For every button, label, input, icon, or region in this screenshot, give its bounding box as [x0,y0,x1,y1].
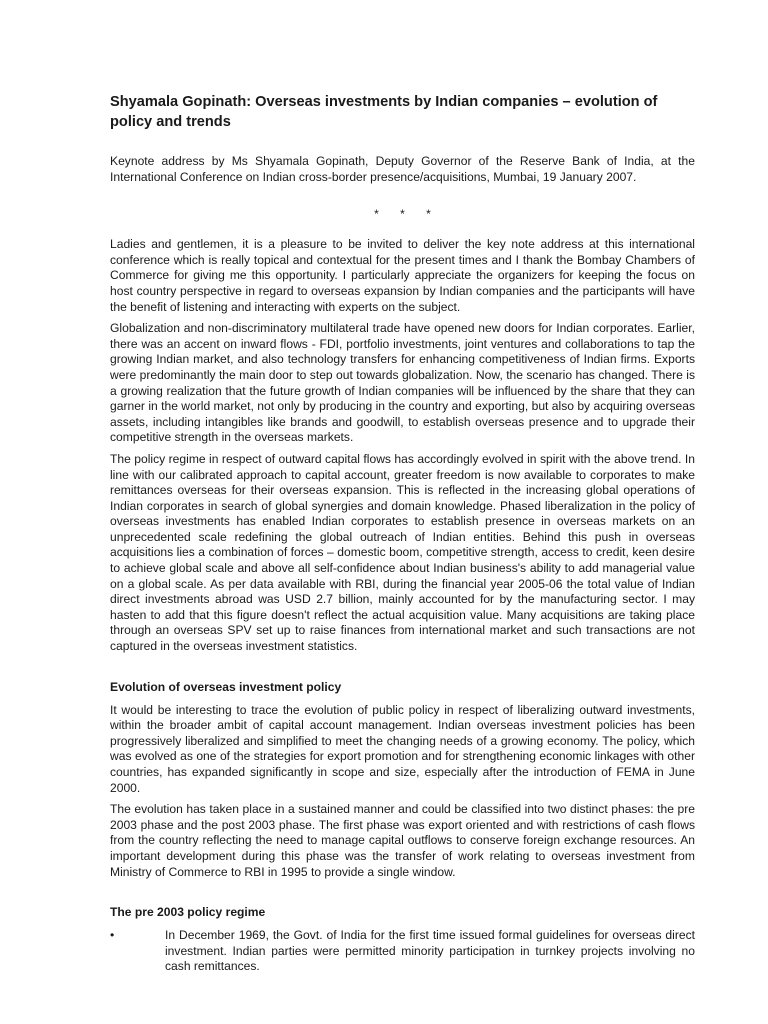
intro-paragraph-2: Globalization and non-discriminatory multilateral trade have opened new doors for Indian corporates. Earlier, there was an accent on inward flows - FDI, portfolio investments, joint ventures and collaborations to tap the growing Indian market, and also technology transfers for enhancing competitiveness of Indian firms. Exports were predominantly the main door to step out towards globalization. Now, the scenario has changed. There is a growing realization that the future growth of Indian companies will be influenced by the share that they can garner in the world market, not only by producing in the country and exporting, but also by acquiring overseas assets, including intangibles like brands and goodwill, to establish overseas presence and to upgrade their competitive strength in the overseas markets. [110,321,695,445]
document-subtitle: Keynote address by Ms Shyamala Gopinath, Deputy Governor of the Reserve Bank of India, at the International Conference on Indian cross-border presence/acquisitions, Mumbai, 19 January 2007. [110,154,695,184]
intro-paragraph-3: The policy regime in respect of outward capital flows has accordingly evolved in spirit with the above trend. In line with our calibrated approach to capital account, greater freedom is now available to corporates to make remittances overseas for their overseas expansion. This is reflected in the increasing global operations of Indian corporates in search of global synergies and domain knowledge. Phased liberalization in the policy of overseas investments has enabled Indian corporates to establish presence in overseas markets on an unprecedented scale redefining the global outreach of Indian entities. Behind this push in overseas acquisitions lies a combination of forces – domestic boom, competitive strength, access to credit, keen desire to achieve global scale and above all self-confidence about Indian business's ability to add managerial value on a global scale. As per data available with RBI, during the financial year 2005-06 the total value of Indian direct investments abroad was USD 2.7 billion, mainly accounted for by the manufacturing sector. I may hasten to add that this figure doesn't reflect the actual acquisition value. Many acquisitions are taking place through an overseas SPV set up to raise finances from international market and such transactions are not captured in the overseas investment statistics. [110,451,695,654]
list-item [110,928,695,975]
document-title: Shyamala Gopinath: Overseas investments by Indian companies – evolution of policy and trends [110,94,658,130]
section-separator: * * * [374,207,431,222]
intro-paragraph-1: Ladies and gentlemen, it is a pleasure to be invited to deliver the key note address at this international conference which is really topical and contextual for the present times and I thank the Bombay Chambers of Commerce for giving me this opportunity. I particularly appreciate the organizers for keeping the focus on host country perspective in regard to overseas expansion by Indian companies and the participants will have the benefit of listening and interacting with experts on the subject. [110,237,695,314]
section-heading-evolution: Evolution of overseas investment policy [110,679,342,694]
bullet-text: In December 1969, the Govt. of India for the first time issued formal guidelines for overseas direct investment. Indian parties were permitted minority participation in turnkey projects involving no cash remittances. [165,928,695,974]
evolution-section [110,679,695,881]
intro-section [110,237,695,654]
evolution-paragraph-2: The evolution has taken place in a sustained manner and could be classified into two distinct phases: the pre 2003 phase and the post 2003 phase. The first phase was export oriented and with restrictions of cash flows from the country reflecting the need to manage capital outflows to conserve foreign exchange resources. An important development during this phase was the transfer of work relating to overseas investment from Ministry of Commerce to RBI in 1995 to provide a single window. [110,802,695,879]
evolution-paragraph-1: It would be interesting to trace the evolution of public policy in respect of liberalizing outward investments, within the broader ambit of capital account management. Indian overseas investment policies has been progressively liberalized and simplified to meet the changing needs of a growing economy. The policy, which was evolved as one of the strategies for export promotion and for strengthening economic linkages with other countries, has expanded significantly in scope and size, especially after the introduction of FEMA in June 2000. [110,702,695,795]
document-page [110,92,695,975]
pre-2003-section [110,904,695,975]
section-heading-pre-2003: The pre 2003 policy regime [110,905,266,920]
bullet-icon: • [110,928,115,943]
